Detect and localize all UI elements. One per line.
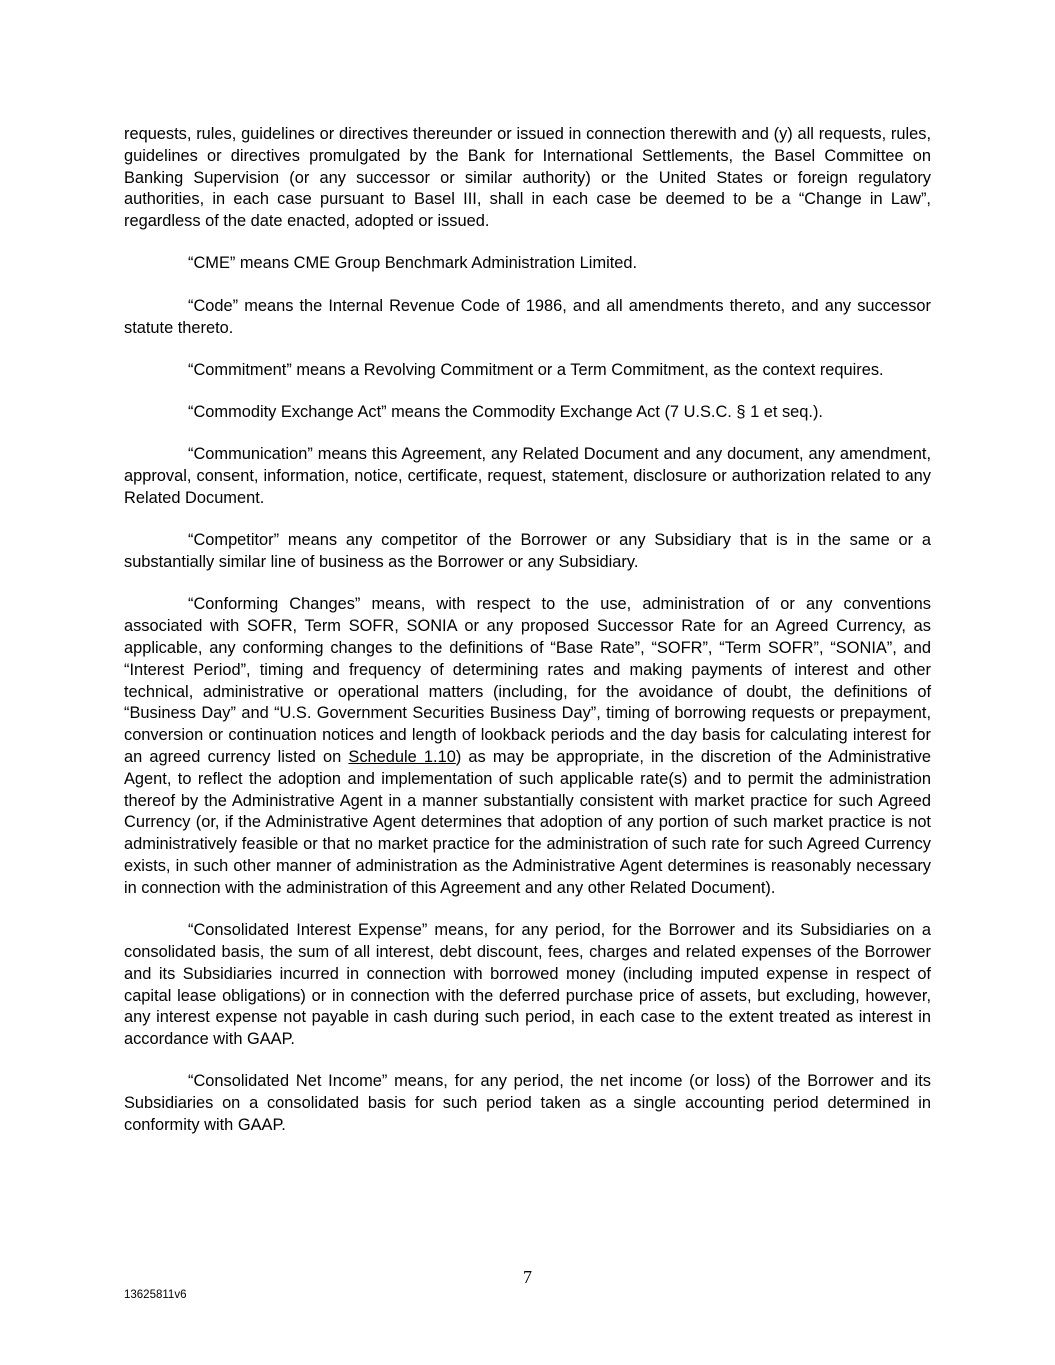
definition-consolidated-interest-expense (124, 920, 931, 1051)
schedule-reference-link: Schedule 1.10 (348, 748, 456, 767)
definition-code (124, 296, 931, 340)
document-body (124, 124, 931, 1157)
defined-term: “Commodity Exchange Act” (188, 403, 387, 422)
definition-text: means, with respect to the use, administration of or any conventions associated with SOFR, Term SOFR, SONIA or any proposed Successor Rate for an Agreed Currency, as applicable, any conforming changes to the definitions of “Base Rate”, “SOFR”, “Term SOFR”, “SONIA”, and “Interest Period”, timing and frequency of determining rates and making payments of interest and other technical, administrative or operational matters (including, for the avoidance of doubt, the definitions of “Business Day” and “U.S. Government Securities Business Day”, timing of borrowing requests or prepayment, conversion or continuation notices and length of lookback periods and the day basis for calculating interest for an agreed currency listed on (124, 595, 931, 767)
defined-term: “Communication” (188, 445, 313, 464)
definition-text: means, for any period, for the Borrower and its Subsidiaries on a consolidated basis, the sum of all interest, debt discount, fees, charges and related expenses of the Borrower and its Subsidiaries incurred in connection with borrowed money (including imputed expense in respect of capital lease obligations) or in connection with the deferred purchase price of assets, but excluding, however, any interest expense not payable in cash during such period, in each case to the extent treated as interest in accordance with GAAP. (124, 921, 931, 1049)
definition-text: means the Internal Revenue Code of 1986, and all amendments thereto, and any successor statute thereto. (124, 296, 931, 337)
defined-term: “Consolidated Interest Expense” (188, 921, 428, 940)
definition-text: means, for any period, the net income (or loss) of the Borrower and its Subsidiaries on a consolidated basis for such period taken as a single accounting period determined in conformity with GAAP. (124, 1072, 931, 1134)
defined-term: “Code” (188, 296, 239, 315)
paragraph-change-in-law-continuation: requests, rules, guidelines or directives thereunder or issued in connection therewith and (y) all requests, rules, guidelines or directives promulgated by the Bank for International Settlements, the Basel Committee on Banking Supervision (or any successor or similar authority) or the United States or foreign regulatory authorities, in each case pursuant to Basel III, shall in each case be deemed to be a “Change in Law”, regardless of the date enacted, adopted or issued. (124, 125, 931, 231)
definition-consolidated-net-income (124, 1071, 931, 1136)
definition-commodity-exchange-act (124, 402, 931, 424)
definition-text: means a Revolving Commitment or a Term Commitment, as the context requires. (291, 360, 884, 379)
defined-term: “Competitor” (188, 531, 280, 550)
definition-commitment (124, 360, 931, 382)
definition-text: means CME Group Benchmark Administration Limited. (235, 254, 638, 273)
definition-communication (124, 444, 931, 509)
defined-term: “Commitment” (188, 360, 292, 379)
definition-competitor (124, 530, 931, 574)
definition-text: means the Commodity Exchange Act (7 U.S.C. § 1 et seq.). (386, 403, 823, 422)
document-id: 13625811v6 (124, 1289, 187, 1301)
definition-text-continued: ) as may be appropriate, in the discretion of the Administrative Agent, to reflect the adoption and implementation of such applicable rate(s) and to permit the administration thereof by the Administrative Agent in a manner substantially consistent with market practice for such Agreed Currency (or, if the Administrative Agent determines that adoption of any portion of such market practice is not administratively feasible or that no market practice for the administration of such rate for such Agreed Currency exists, in such other manner of administration as the Administrative Agent determines is reasonably necessary in connection with the administration of this Agreement and any other Related Document). (124, 748, 931, 897)
defined-term: “Conforming Changes” (188, 595, 361, 614)
defined-term: “CME” (188, 254, 236, 273)
definition-text: means this Agreement, any Related Document and any document, any amendment, approval, consent, information, notice, certificate, request, statement, disclosure or authorization related to any Related Document. (124, 445, 931, 508)
defined-term: “Consolidated Net Income” (188, 1072, 388, 1091)
page-number: 7 (523, 1267, 532, 1287)
definition-conforming-changes (124, 594, 931, 899)
definition-cme (124, 253, 931, 275)
definition-text: means any competitor of the Borrower or any Subsidiary that is in the same or a substantially similar line of business as the Borrower or any Subsidiary. (124, 531, 931, 572)
